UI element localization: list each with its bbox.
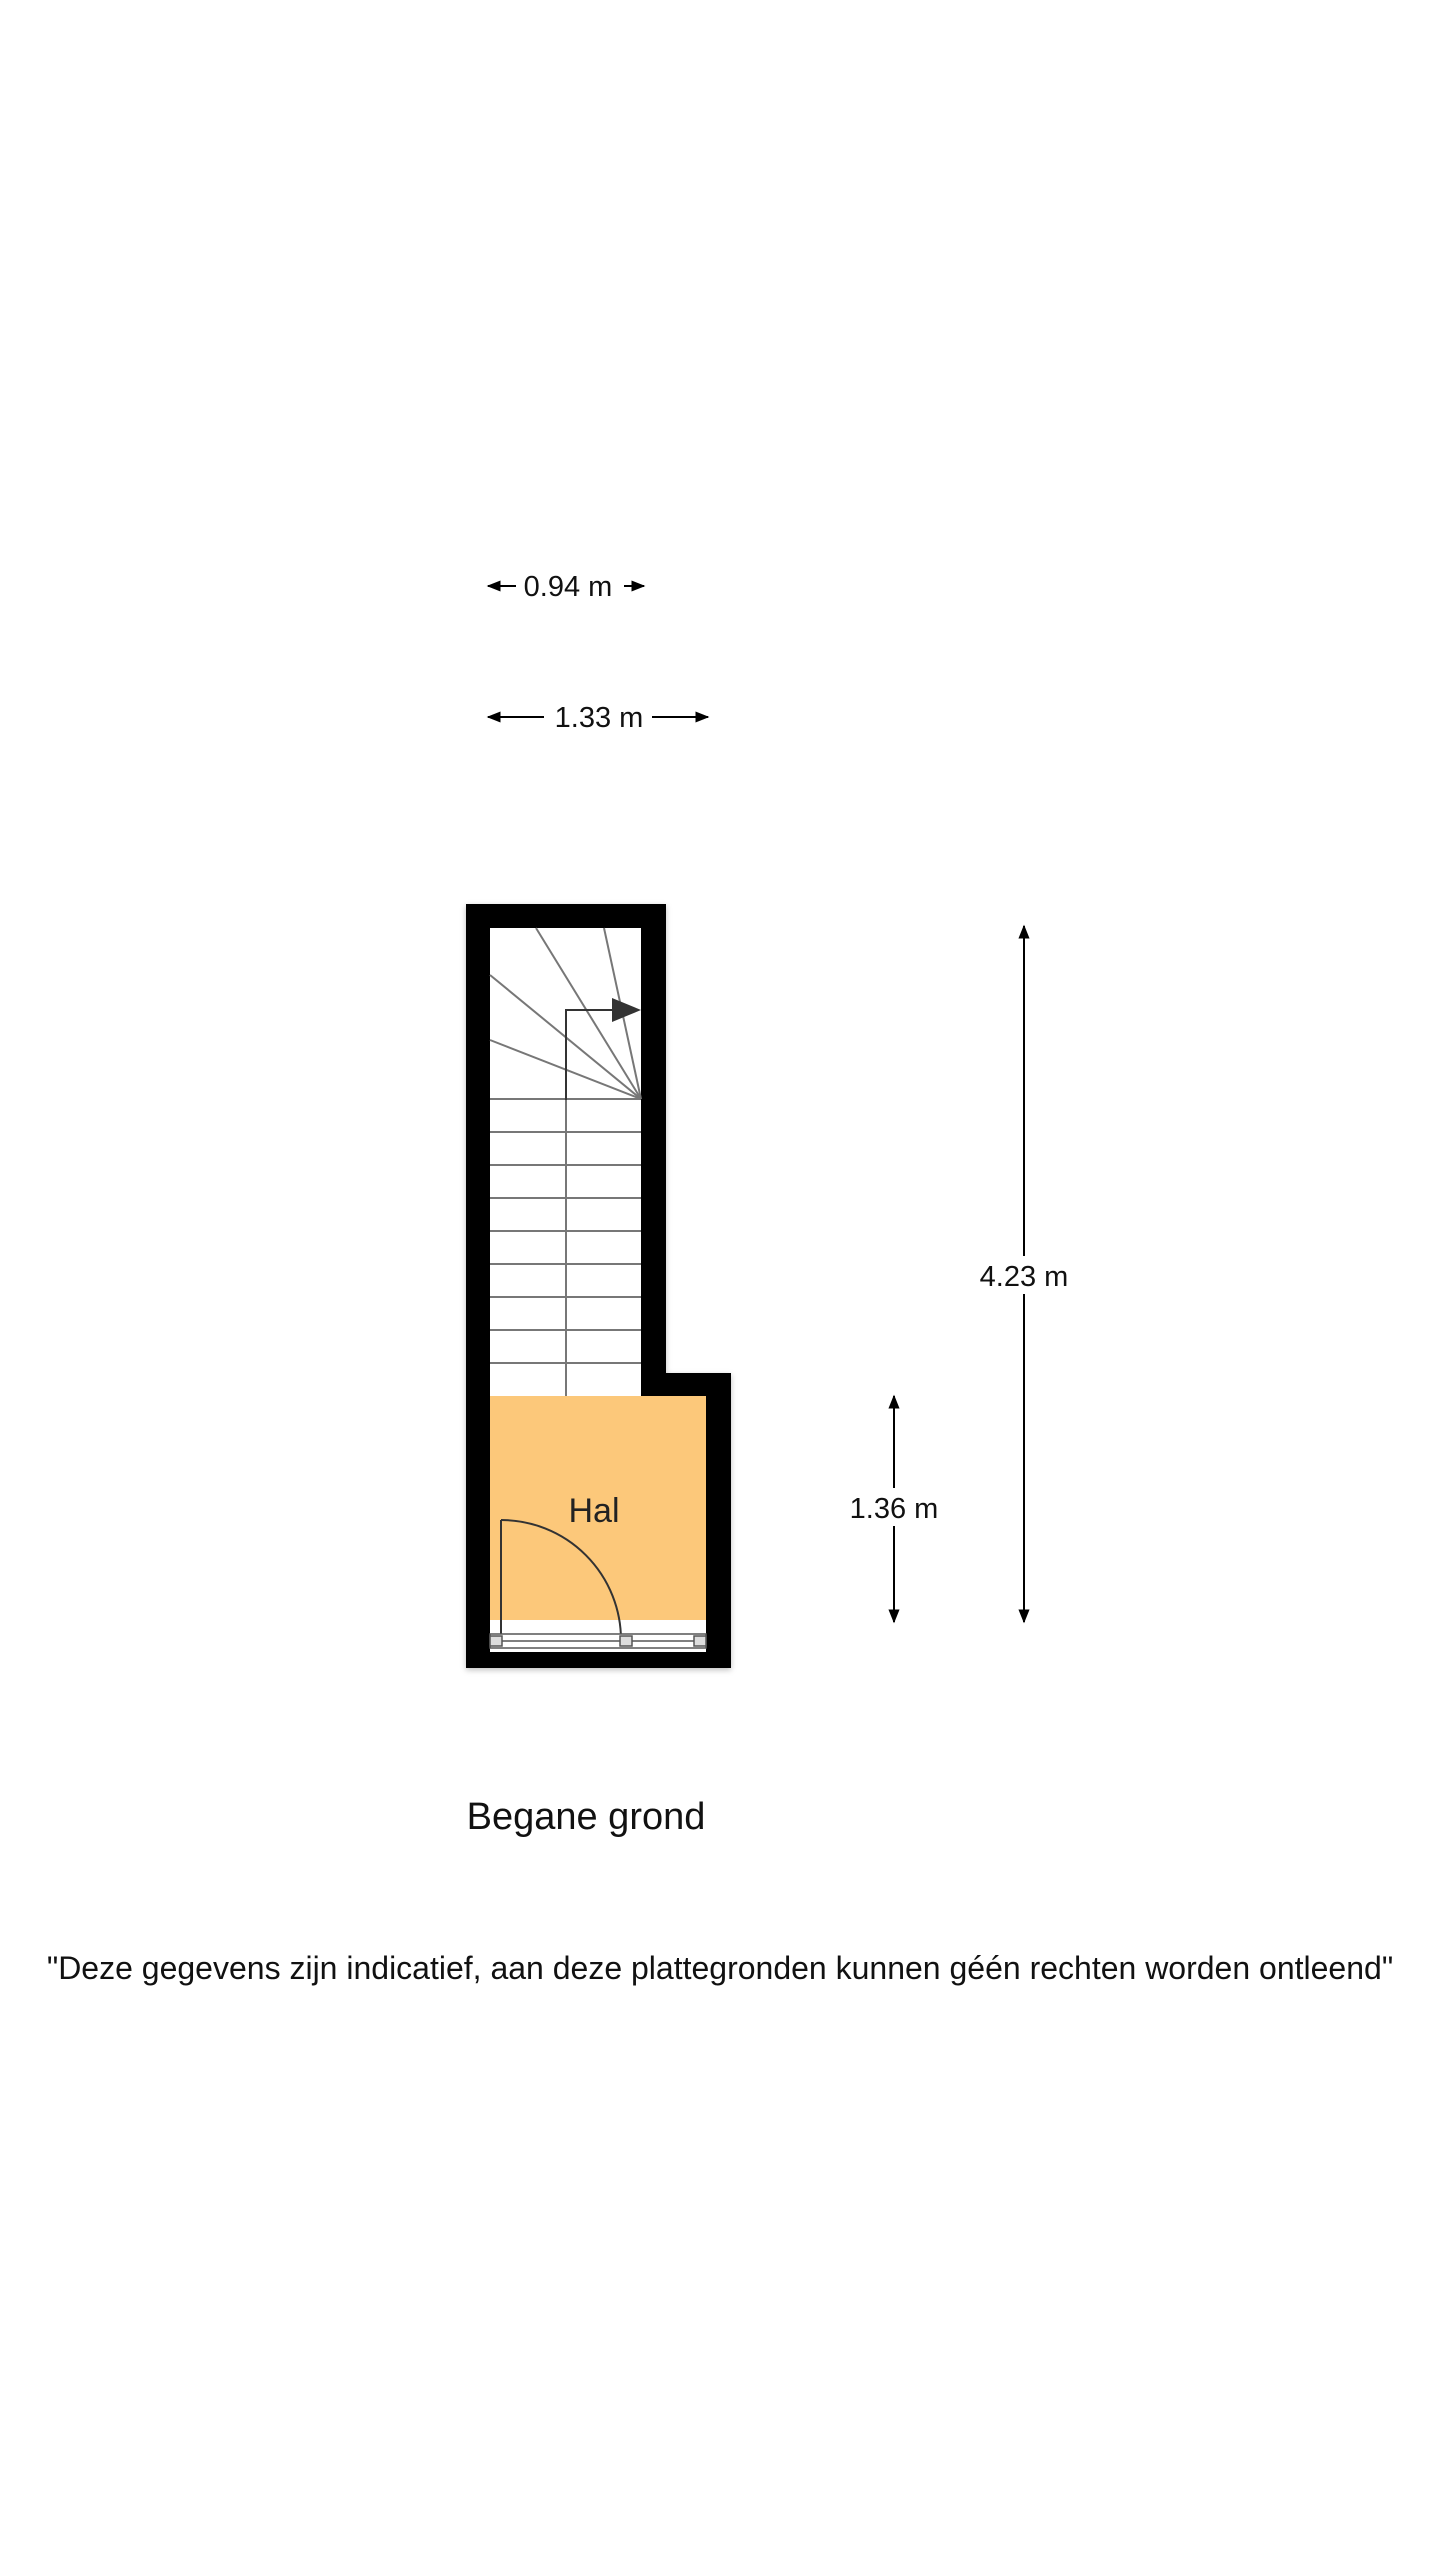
dimension-top-inner — [488, 571, 644, 603]
dimension-label-top-inner: 0.94 m — [523, 571, 613, 603]
room-label-hall: Hal — [568, 1492, 620, 1530]
dimension-label-right-total: 4.23 m — [979, 1261, 1069, 1293]
dimension-label-top-outer: 1.33 m — [554, 702, 644, 734]
dimension-right-hall — [850, 1396, 939, 1622]
dimension-label-right-hall: 1.36 m — [849, 1493, 939, 1525]
disclaimer-text: "Deze gegevens zijn indicatief, aan deze plattegronden kunnen géén rechten worden ontleend" — [46, 1950, 1394, 1986]
entrance-frame — [490, 1634, 706, 1648]
floor-name: Begane grond — [466, 1796, 706, 1838]
dimension-right-total — [980, 926, 1069, 1622]
dimension-top-outer — [488, 702, 708, 734]
